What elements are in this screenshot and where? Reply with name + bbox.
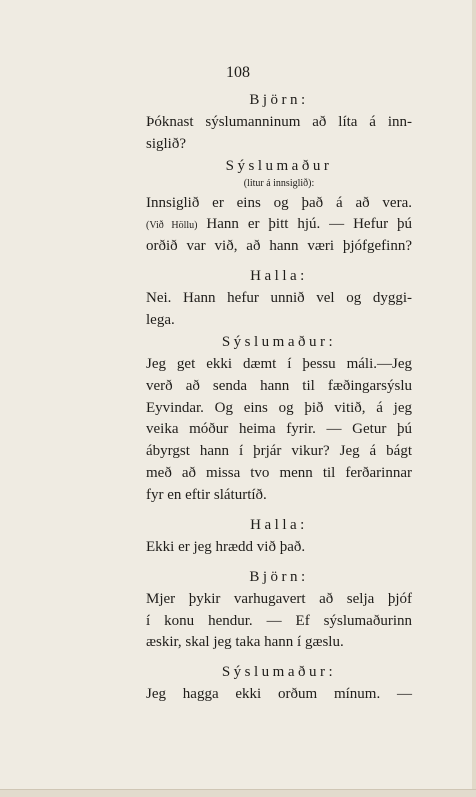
spacer [146,258,412,266]
inline-stage-direction: (Við Höllu) [146,220,198,232]
dialogue-line [146,214,412,236]
dialogue-line: orðið var við, að hann væri þjófgefinn? [146,238,412,255]
dialogue-line: með að missa tvo menn til ferðarinnar [146,465,412,482]
dialogue-line: æskir, skal jeg taka hann í gæslu. [146,634,344,651]
speaker-name: Sýslumaður: [221,664,337,681]
dialogue-line: ábyrgst hann í þrjár vikur? Jeg á bágt [146,443,412,460]
spacer [146,559,412,567]
dialogue-line: fyr en eftir sláturtíð. [146,487,267,504]
dialogue-line: Ekki er jeg hrædd við það. [146,538,306,555]
dialogue-line: Mjer þykir varhugavert að selja þjóf [146,590,412,607]
dialogue-line: lega. [146,312,175,329]
spacer [146,654,412,662]
speaker-name: Björn: [249,92,309,108]
dialogue-line: Nei. Hann hefur unnið vel og dyggi- [146,290,412,307]
page-number: 108 [226,64,250,81]
dialogue-line: veika móður heima fyrir. — Getur þú [146,421,412,438]
dialogue-line: Þóknast sýslumanninum að líta á inn- [146,113,412,130]
play-text-body [146,90,412,706]
page-edge-bottom [0,789,476,797]
speaker-name: Sýslumaður [225,157,333,174]
dialogue-line: Innsiglið er eins og það á að vera. [146,194,412,211]
speaker-name: Björn: [249,568,309,585]
speaker-name: Halla: [250,268,308,285]
stage-direction: (litur á innsiglið): [243,177,315,189]
speaker-name: Sýslumaður: [221,333,337,350]
dialogue-line: í konu hendur. — Ef sýslumaðurinn [146,612,412,629]
dialogue-line: Jeg get ekki dæmt í þessu máli.—Jeg [146,355,412,372]
dialogue-line: siglið? [146,135,186,152]
spacer [146,507,412,515]
dialogue-line: Eyvindar. Og eins og þið vitið, á jeg [146,399,412,416]
dialogue-line: verð að senda hann til fæðingarsýslu [146,377,412,394]
dialogue-line: Jeg hagga ekki orðum mínum. — [146,686,412,703]
dialogue-text: Hann er þitt hjú. — Hefur þú [197,216,412,233]
speaker-name: Halla: [250,517,308,534]
page-edge-right [472,0,476,797]
